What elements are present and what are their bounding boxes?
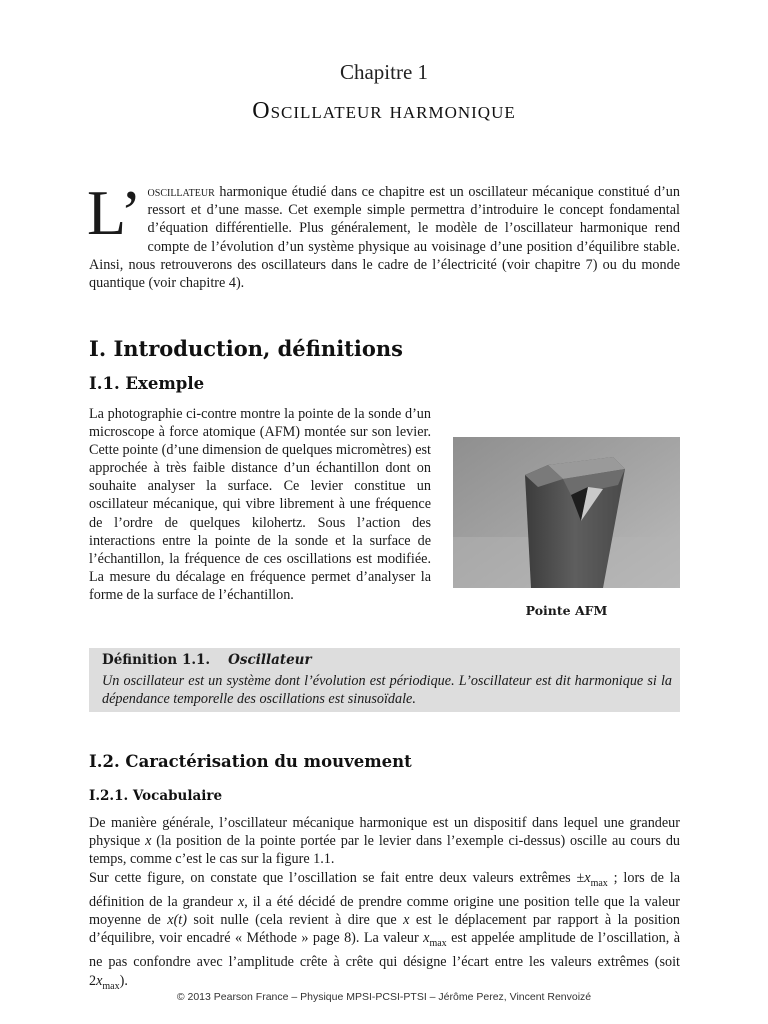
text-run: ; lors de la définition de la grandeur [89,870,680,911]
intro-text: harmonique étudié dans ce chapitre est un oscillateur mécanique constitué d’un ressort et d’une masse. Cet exemple simple permettra d’introduire le concept fondamental d’équation différentielle. Plus généralement, le modèle de l’oscillateur harmonique rend compte de l’évolution d’un système physique au voisinage d’une position d’équilibre stable. Ainsi, nous retrouverons des oscillateurs dans le cadre de l’électricité (voir chapitre 7) ou du monde quantique (voir chapitre 4). [89,184,680,292]
math-var: x [145,833,152,850]
section-heading: I. Introduction, définitions [89,336,403,361]
chapter-number: Chapitre 1 [339,60,429,84]
intro-paragraph [87,177,680,292]
text-run: De manière générale, l’oscillateur mécanique harmonique est un dispositif dans lequel une grandeur physique [89,815,680,850]
definition-header [102,652,312,668]
math-var: x [96,972,103,989]
subsection-heading-example: I.1. Exemple [89,374,205,393]
definition-name: Oscillateur [228,652,312,668]
chapter-title: Oscillateur harmonique [252,98,516,124]
subsubsection-heading-vocabulary: I.2.1. Vocabulaire [89,788,223,804]
definition-label: Définition 1.1. [102,652,211,668]
math-var: x [403,912,410,929]
math-var: x [584,870,591,886]
math-expr: x(t) [167,912,187,929]
text-run: est le déplacement par rapport à la position d’équilibre, voir encadré « Méthode » page 8). La valeur [89,912,681,947]
math-var: x [423,930,430,947]
figure-caption: Pointe AFM [525,603,608,618]
math-sub: max [429,938,447,950]
definition-text: Un oscillateur est un système dont l’évolution est périodique. L’oscillateur est dit harmonique si la dépendance temporelle des oscillations est sinusoïdale. [102,673,672,708]
text-run: soit nulle (cela revient à dire que [186,912,404,929]
afm-tip-image [453,437,680,588]
vocabulary-paragraph-1 [89,814,680,869]
text-run: , il a été décidé de prendre comme origine une position telle que la valeur moyenne de [89,894,680,929]
drop-cap: L’ [87,177,142,248]
subsection-heading-movement: I.2. Caractérisation du mouvement [89,752,412,771]
intro-first-word: oscillateur [147,184,215,200]
text-run: ). [119,972,128,989]
text-run: (la position de la pointe portée par le levier dans l’exemple ci-dessus) oscille au cours du temps, comme c’est le cas sur la figure 1.1. [89,833,681,868]
afm-tip-photo [453,437,680,588]
math-var: x [237,894,245,911]
math-sub: max [590,877,608,889]
math-sub: max [102,980,120,992]
text-run: est appelée amplitude de l’oscillation, à ne pas confondre avec l’amplitude crête à crête qui désigne l’écart entre les valeurs extrêmes (soit 2 [89,930,680,989]
example-paragraph: La photographie ci-contre montre la pointe de la sonde d’un microscope à force atomique (AFM) montée sur son levier. Cette pointe (d’une dimension de quelques micromètres) est approchée à très faible distance d’un échantillon dont on souhaite analyser la surface. Ce levier constitue un oscillateur mécanique, qui vibre librement à une fréquence de l’ordre de quelques kilohertz. Sous l’action des interactions entre la pointe de la sonde et la surface de l’échantillon, la fréquence de ces oscillations est modifiée. La mesure du décalage en fréquence permet d’analyser la forme de la surface de l’échantillon. [89,406,431,603]
vocabulary-paragraph-2 [89,869,680,996]
text-run: Sur cette figure, on constate que l’oscillation se fait entre deux valeurs extrêmes ± [89,870,585,886]
page-footer: © 2013 Pearson France – Physique MPSI-PCSI-PTSI – Jérôme Perez, Vincent Renvoizé [176,991,592,1003]
